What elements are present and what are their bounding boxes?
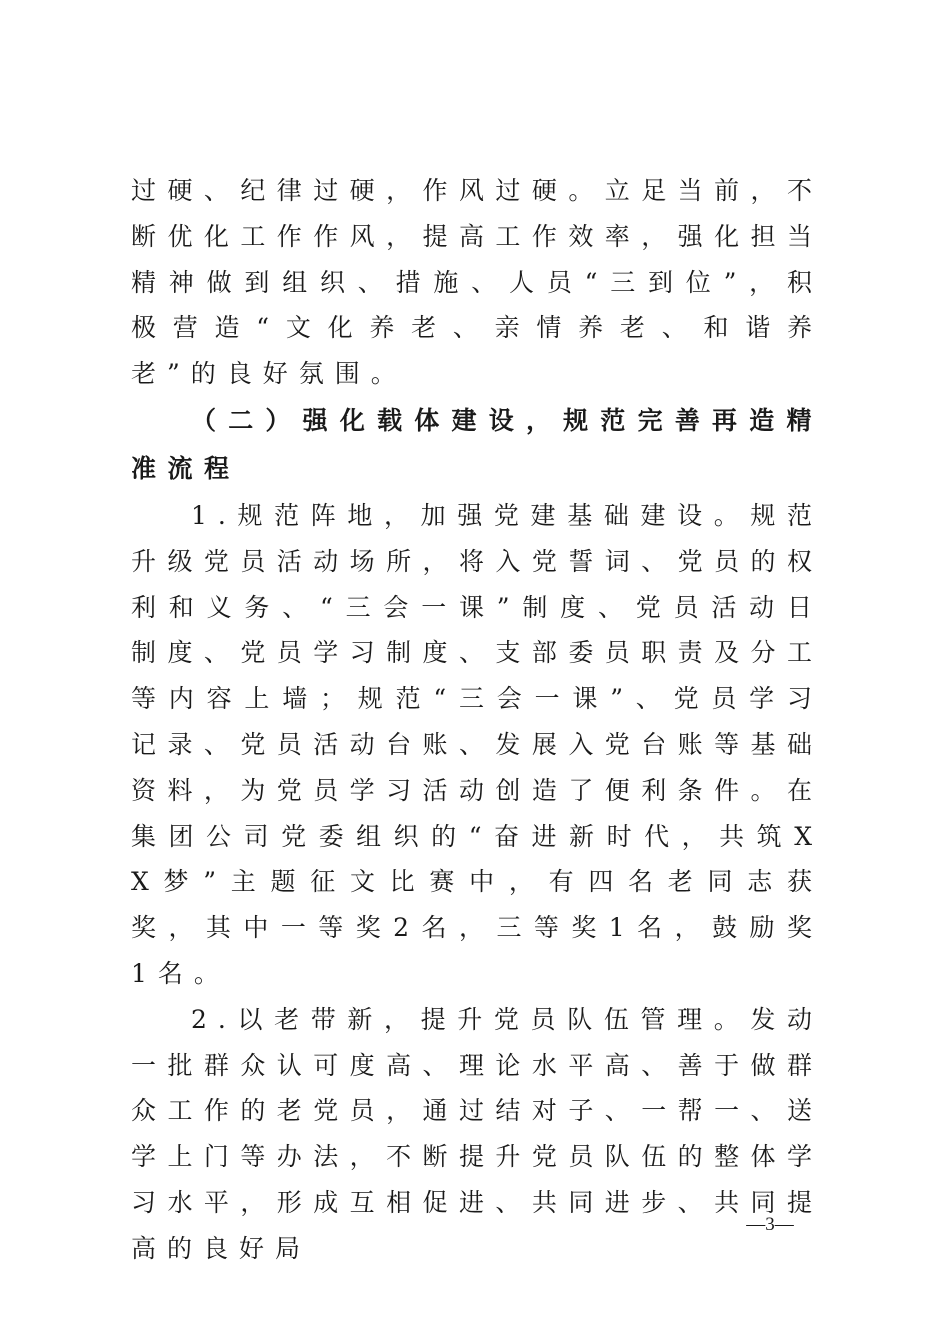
paragraph-item-2: 2.以老带新，提升党员队伍管理。发动一批群众认可度高、理论水平高、善于做群众工作的老党员，通过结对子、一帮一、送学上门等办法，不断提升党员队伍的整体学习水平，形成互相促进、共同进步、共同提高的良好局 — [131, 1004, 823, 1263]
page-number: —3— — [746, 1214, 794, 1235]
paragraph-continuation: 过硬、纪律过硬，作风过硬。立足当前，不断优化工作作风，提高工作效率，强化担当精神做到组织、措施、人员“三到位”，积极营造“文化养老、亲情养老、和谐养老”的良好氛围。 — [131, 176, 823, 389]
page-body — [131, 168, 823, 1272]
paragraph-item-1: 1.规范阵地，加强党建基础建设。规范升级党员活动场所，将入党誓词、党员的权利和义务、“三会一课”制度、党员活动日制度、党员学习制度、支部委员职责及分工等内容上墙；规范“三会一课”、党员学习记录、党员活动台账、发展入党台账等基础资料，为党员学习活动创造了便利条件。在集团公司党委组织的“奋进新时代，共筑XX梦”主题征文比赛中，有四名老同志获奖，其中一等奖2名，三等奖1名，鼓励奖1名。 — [131, 500, 823, 988]
section-heading: （二）强化载体建设，规范完善再造精准流程 — [131, 405, 823, 483]
